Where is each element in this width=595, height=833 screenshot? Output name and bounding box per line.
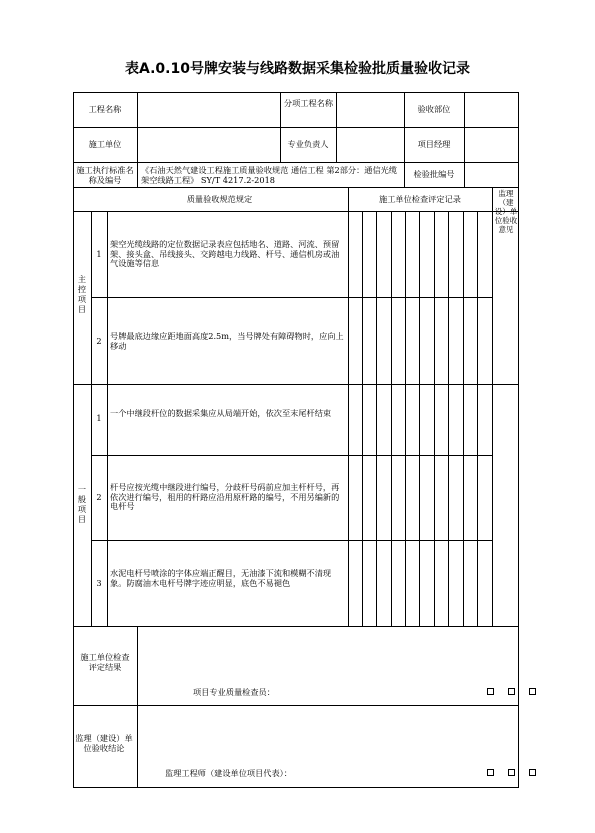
sub-project-label: 分项工程名称 <box>283 98 334 108</box>
main-item-1-text: 架空光缆线路的定位数据记录表应包括地名、道路、河流、预留架、接头盒、吊线接头、交跨越电力线路、杆号、通信机房或油气设施等信息 <box>110 239 340 268</box>
engineer-label: 监理工程师（建设单位项目代表）： <box>165 768 292 778</box>
standard-value: 《石油天然气建设工程施工质量验收规范 通信工程 第2部分：通信光缆架空线路工程》 SY/T 4217.2-2018 <box>141 165 398 185</box>
general-item-3-text: 水泥电杆号喷涂的字体应端正醒目，无油漆下流和模糊不清现象。防腐油木电杆号牌字迹应明显，底色不易褪色 <box>110 568 332 588</box>
general-item-1-text: 一个中继段杆位的数据采集应从局端开始，依次至末尾杆结束 <box>110 408 332 418</box>
engineer-date-boxes <box>487 769 550 778</box>
general-item-2-text: 杆号应按光缆中继段进行编号，分歧杆号码前应加主杆杆号，再依次进行编号，租用的杆路应沿用原杆路的编号，不用另编新的电杆号 <box>110 482 340 511</box>
construction-result-label: 施工单位检查评定结果 <box>80 652 130 672</box>
construction-unit-label: 施工单位 <box>88 139 122 149</box>
batch-no-label: 检验批编号 <box>413 169 455 179</box>
supervisor-header: 监理（建设）单位验收意见 <box>494 189 518 234</box>
general-item-3-no: 3 <box>96 578 102 588</box>
project-name-label: 工程名称 <box>88 104 122 114</box>
supervision-label: 监理（建设）单位验收结论 <box>75 733 133 753</box>
main-control-label: 主控项目 <box>77 274 87 314</box>
spec-header: 质量验收规范规定 <box>186 194 253 204</box>
general-item-1-no: 1 <box>96 413 102 423</box>
acceptance-part-label: 验收部位 <box>417 104 451 114</box>
inspector-label: 项目专业质量检查员： <box>193 687 275 697</box>
general-item-2-no: 2 <box>96 492 102 502</box>
professional-lead-label: 专业负责人 <box>287 139 329 149</box>
inspector-date-boxes <box>487 688 550 697</box>
standard-label: 施工执行标准名称及编号 <box>76 165 134 185</box>
page-title: 表A.0.10号牌安装与线路数据采集检验批质量验收记录 <box>125 61 470 77</box>
project-manager-label: 项目经理 <box>417 139 451 149</box>
main-item-2-text: 号牌最底边缘应距地面高度2.5m，当号牌处有障碍物时，应向上移动 <box>110 331 344 351</box>
general-label: 一般项目 <box>77 484 87 524</box>
main-item-2-no: 2 <box>96 336 102 346</box>
check-header: 施工单位检查评定记录 <box>379 194 461 204</box>
main-item-1-no: 1 <box>96 249 102 259</box>
